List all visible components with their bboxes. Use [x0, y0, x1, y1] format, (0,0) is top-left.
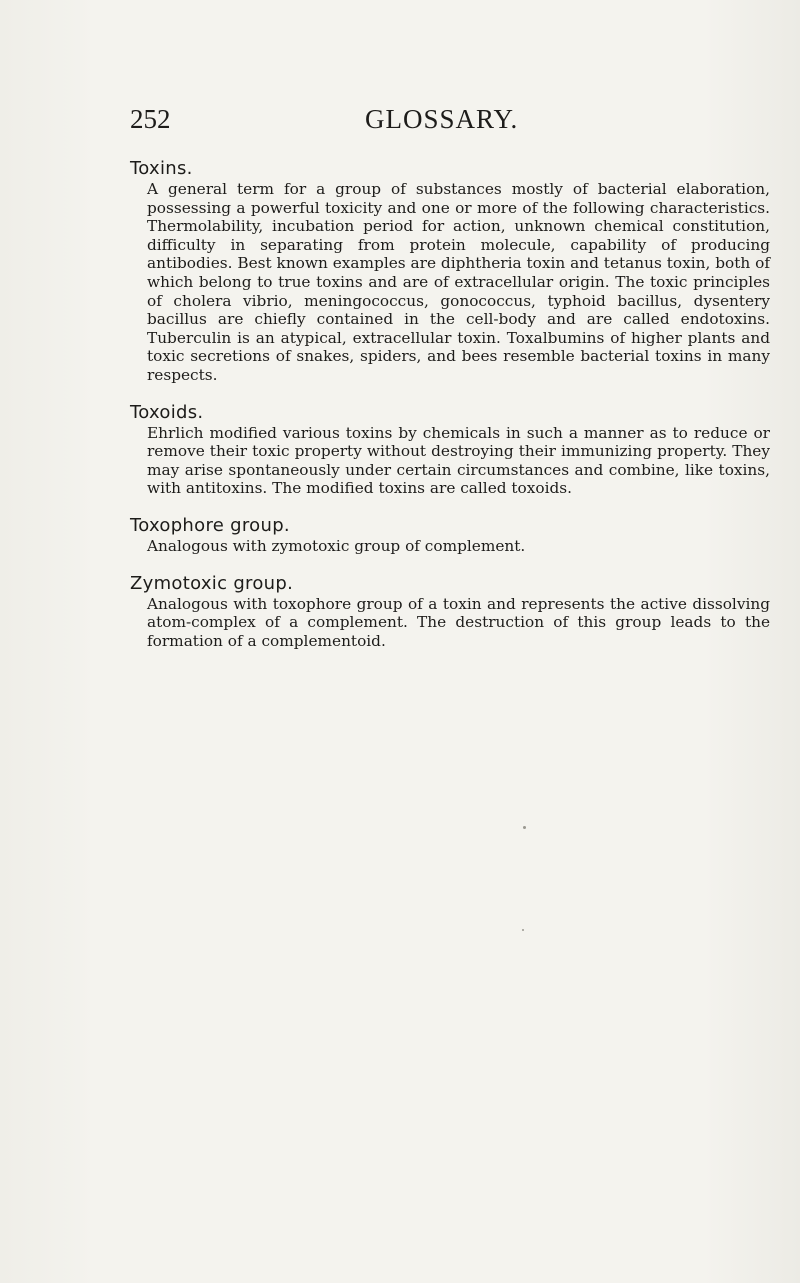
page-title: GLOSSARY. — [365, 104, 519, 134]
entry-term: Toxophore group. — [130, 514, 290, 536]
entry-definition: Analogous with toxophore group of a toxin and represents the active dissolving atom-complex of a complement. The destruction of this group leads to the formation of a complementoid. — [147, 594, 770, 650]
page-number: 252 — [130, 104, 171, 134]
glossary-entry-toxins — [130, 158, 770, 385]
entry-definition: Ehrlich modified various toxins by chemicals in such a manner as to reduce or remove their toxic property without destroying their immunizing property. They may arise spontaneously under certain circumstances and combine, like toxins, with antitoxins. The modified toxins are called toxoids. — [147, 423, 770, 498]
glossary-entries — [130, 158, 770, 667]
running-head — [130, 103, 770, 135]
glossary-entry-zymotoxic-group — [130, 573, 770, 651]
glossary-entry-toxoids — [130, 402, 770, 498]
paper-speck — [522, 929, 524, 931]
entry-term: Toxoids. — [130, 401, 204, 423]
entry-definition: A general term for a group of substances mostly of bacterial elaboration, possessing a powerful toxicity and one or more of the following characteristics. Thermolability, incubation period for action, unknown chemical constitution, difficulty in separating from protein molecule, capability of producing antibodies. Best known examples are diphtheria toxin and tetanus toxin, both of which belong to true toxins and are of extracellular origin. The toxic principles of cholera vibrio, meningococcus, gonococcus, typhoid bacillus, dysentery bacillus are chiefly contained in the cell-body and are called endotoxins. Tuberculin is an atypical, extracellular toxin. Toxalbumins of higher plants and toxic secretions of snakes, spiders, and bees resemble bacterial toxins in many respects. — [147, 180, 770, 384]
glossary-entry-toxophore-group — [130, 515, 770, 556]
paper-speck — [523, 826, 526, 829]
entry-definition: Analogous with zymotoxic group of complement. — [147, 536, 526, 555]
entry-term: Zymotoxic group. — [130, 572, 294, 594]
entry-term: Toxins. — [130, 158, 193, 179]
